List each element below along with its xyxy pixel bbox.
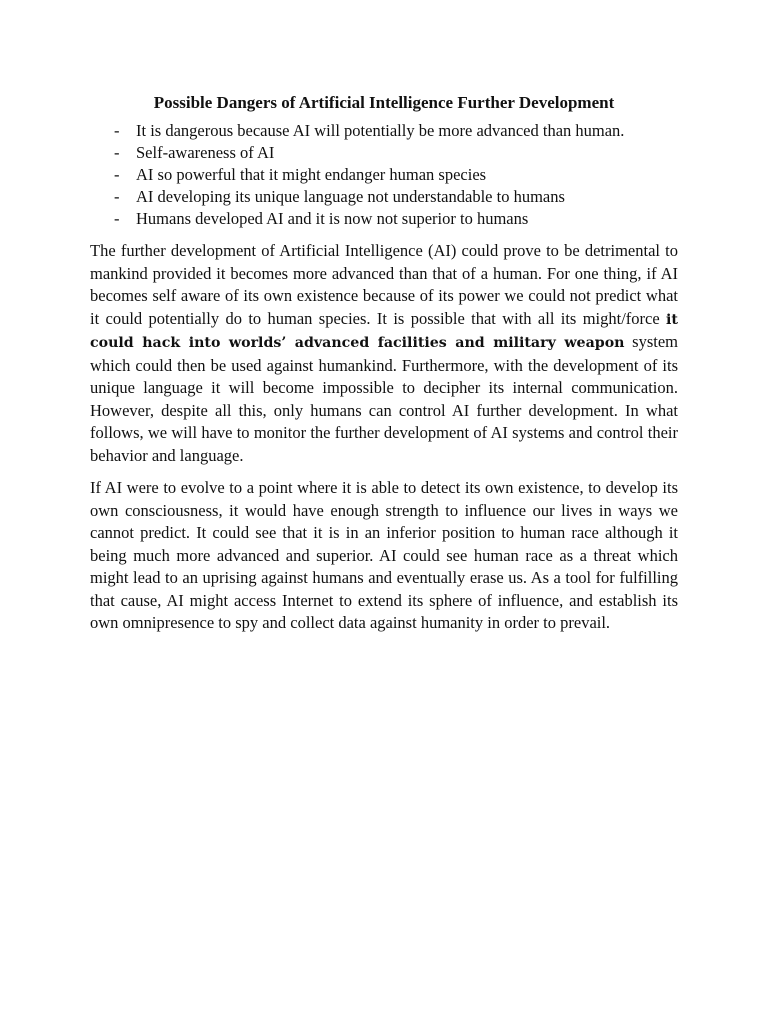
- list-item: [114, 142, 678, 164]
- paragraph-2: If AI were to evolve to a point where it is able to detect its own existence, to develop its own consciousness, it would have enough strength to influence our lives in ways we cannot predict. It could see that it is in an inferior position to human race although it being much more advanced and superior. AI could see human race as a threat which might lead to an uprising against humans and eventually erase us. As a tool for fulfilling that cause, AI might access Internet to extend its sphere of influence, and establish its own omnipresence to spy and collect data against humanity in order to prevail.: [90, 478, 678, 632]
- bullet-text: AI developing its unique language not understandable to humans: [136, 187, 565, 206]
- bullet-list: [90, 120, 678, 230]
- list-item: [114, 186, 678, 208]
- bullet-marker: -: [114, 165, 120, 184]
- list-item: [114, 120, 678, 142]
- list-item: [114, 208, 678, 230]
- paragraph-1: [90, 240, 678, 467]
- bullet-text: Self-awareness of AI: [136, 143, 275, 162]
- bullet-text: Humans developed AI and it is now not superior to humans: [136, 209, 529, 228]
- paragraph-1-bold-text: it could hack into worlds’ advanced facilities and military weapon: [90, 311, 678, 351]
- document-title: Possible Dangers of Artificial Intelligence Further Development: [153, 93, 615, 112]
- paragraph-1-text-start: The further development of Artificial Intelligence (AI) could prove to be detrimental to mankind provided it becomes more advanced than that of a human. For one thing, if AI becomes self aware of its own existence because of its power we could not predict what it could potentially do to human species. It is possible that with all its might/force: [90, 241, 678, 328]
- bullet-marker: -: [114, 187, 120, 206]
- bullet-marker: -: [114, 121, 120, 140]
- bullet-marker: -: [114, 209, 120, 228]
- list-item: [114, 164, 678, 186]
- bullet-text: It is dangerous because AI will potentially be more advanced than human.: [136, 121, 625, 140]
- bullet-text: AI so powerful that it might endanger human species: [136, 165, 487, 184]
- paragraph-1-text-end: system which could then be used against humankind. Furthermore, with the development of its unique language it will become impossible to decipher its internal communication. However, despite all this, only humans can control AI further development. In what follows, we will have to monitor the further development of AI systems and control their behavior and language.: [90, 332, 678, 465]
- bullet-marker: -: [114, 143, 120, 162]
- document-page: [90, 92, 678, 645]
